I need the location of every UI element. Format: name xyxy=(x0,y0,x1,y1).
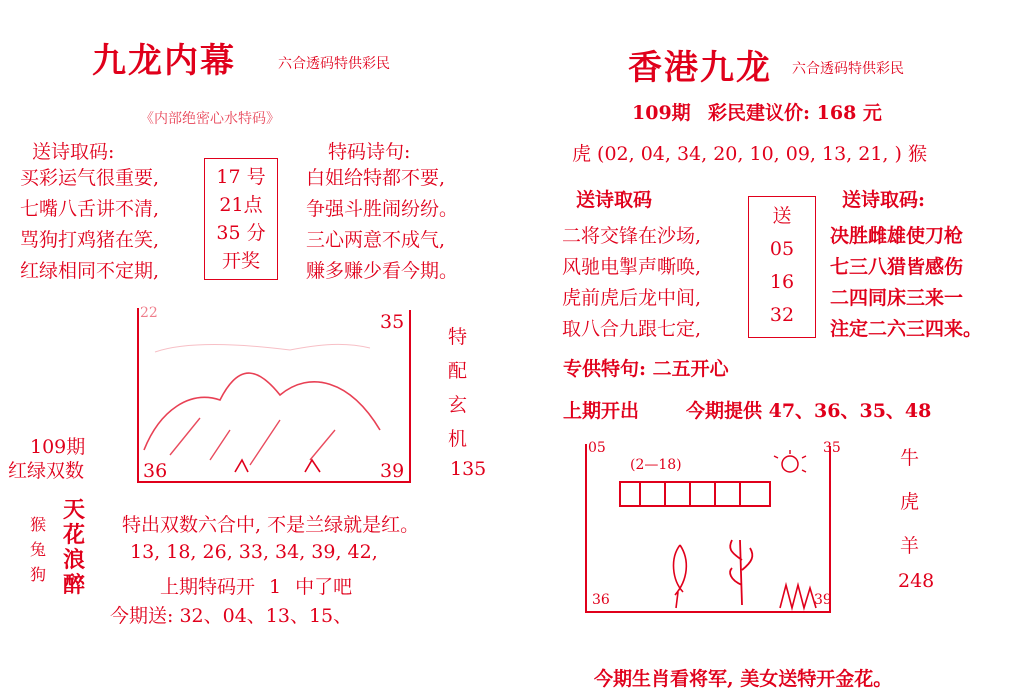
draw-label: 开奖 xyxy=(221,250,260,272)
poem-line: 三心两意不成气, xyxy=(306,229,446,251)
right-subtitle: 六合透码特供彩民 xyxy=(792,61,904,77)
poem-line: 风驰电掣声嘶唤, xyxy=(562,256,702,278)
left-issue-note: 红绿双数 xyxy=(8,460,85,482)
send-number-box xyxy=(748,196,816,338)
right-sketch-bottom-right: 39 xyxy=(814,592,832,608)
left-numbers-line: 13, 18, 26, 33, 34, 39, 42, xyxy=(130,541,378,563)
right-price: 彩民建议价: 168 元 xyxy=(708,102,882,124)
right-sketch xyxy=(580,440,850,620)
left-sketch xyxy=(130,300,420,490)
poem-line: 决胜雌雄使刀枪 xyxy=(830,225,964,247)
right-send-poem-heading-right: 送诗取码: xyxy=(842,189,926,211)
poem-line: 七三八猎皆感伤 xyxy=(830,256,964,278)
left-today-send: 今期送: 32、04、13、15、 xyxy=(110,605,353,627)
poem-line: 争强斗胜闹纷纷。 xyxy=(306,198,459,220)
poem-line: 红绿相同不定期, xyxy=(20,260,160,282)
poem-line: 二四同床三来一 xyxy=(830,287,964,309)
left-sketch-top-right: 35 xyxy=(380,311,405,333)
left-special-poem-heading: 特码诗句: xyxy=(328,141,411,163)
send-number: 05 xyxy=(769,238,795,260)
draw-day: 17 号 xyxy=(216,166,266,188)
poem-line: 取八合九跟七定, xyxy=(562,318,702,340)
right-sketch-bottom-left: 36 xyxy=(592,592,610,608)
poem-line: 买彩运气很重要, xyxy=(20,167,160,189)
today-offer: 今期提供 47、36、35、48 xyxy=(686,400,932,422)
last-special-suffix: 中了吧 xyxy=(295,576,353,598)
zodiac-char: 狗 xyxy=(30,565,47,584)
left-issue: 109期 xyxy=(30,436,86,458)
send-number: 16 xyxy=(769,271,795,293)
send-number: 32 xyxy=(769,304,795,326)
zodiac-char: 兔 xyxy=(30,540,47,559)
right-sketch-range: (2—18) xyxy=(630,457,682,473)
draw-hour: 21点 xyxy=(219,194,263,216)
left-special-poem xyxy=(306,163,458,287)
left-sketch-top-left: 22 xyxy=(140,305,158,321)
poem-line: 虎前虎后龙中间, xyxy=(562,287,702,309)
left-banner: 《内部绝密心水特码》 xyxy=(140,111,280,127)
tiger-line: 虎 (02, 04, 34, 20, 10, 09, 13, 21, ) 猴 xyxy=(572,143,927,165)
poem-line: 二将交锋在沙场, xyxy=(562,225,702,247)
draw-minute: 35 分 xyxy=(216,222,266,244)
right-bottom-line: 今期生肖看将军, 美女送特开金花。 xyxy=(594,668,893,690)
zodiac-column xyxy=(30,512,46,587)
right-sketch-top-left: 05 xyxy=(588,440,606,456)
last-special xyxy=(160,572,352,599)
right-issue: 109期 xyxy=(632,102,691,124)
special-side-column xyxy=(448,320,467,456)
phrase-column-2 xyxy=(63,548,85,598)
left-send-poem xyxy=(20,163,159,287)
poem-line: 注定二六三四来。 xyxy=(830,318,983,340)
side-char: 特 xyxy=(448,326,468,348)
right-sketch-top-right: 35 xyxy=(823,440,841,456)
right-send-poem-left xyxy=(562,221,701,345)
poem-line: 七嘴八舌讲不清, xyxy=(20,198,160,220)
poem-line: 白姐给特都不要, xyxy=(306,167,446,189)
zodiac-char: 虎 xyxy=(900,491,920,513)
left-sketch-bottom-right: 39 xyxy=(380,460,405,482)
last-open-label: 上期开出 xyxy=(563,400,640,422)
right-send-poem-heading-left: 送诗取码 xyxy=(576,189,653,211)
draw-time-box xyxy=(204,158,278,280)
side-char: 配 xyxy=(448,360,468,382)
last-special-value: 1 xyxy=(269,576,282,598)
poem-line: 骂狗打鸡猪在笑, xyxy=(20,229,160,251)
left-side-number: 135 xyxy=(450,458,487,480)
right-title: 香港九龙 xyxy=(628,48,772,88)
phrase-char: 浪 xyxy=(63,547,86,573)
poem-line: 赚多赚少看今期。 xyxy=(306,260,459,282)
left-send-poem-heading: 送诗取码: xyxy=(32,141,115,163)
left-title: 九龙内幕 xyxy=(92,41,236,81)
phrase-char: 花 xyxy=(63,522,86,548)
left-sketch-bottom-left: 36 xyxy=(143,460,168,482)
left-hint-line: 特出双数六合中, 不是兰绿就是红。 xyxy=(122,514,420,536)
zodiac-char: 羊 xyxy=(900,535,920,557)
phrase-column-1 xyxy=(63,498,85,548)
phrase-char: 天 xyxy=(63,497,86,523)
zodiac-char: 牛 xyxy=(900,447,920,469)
zodiac-side-column xyxy=(900,438,919,570)
zodiac-char: 猴 xyxy=(30,515,47,534)
send-label: 送 xyxy=(772,205,792,227)
phrase-char: 醉 xyxy=(63,572,86,598)
side-char: 玄 xyxy=(448,394,468,416)
right-side-number: 248 xyxy=(898,570,935,592)
left-subtitle: 六合透码特供彩民 xyxy=(278,56,390,72)
special-phrase: 专供特句: 二五开心 xyxy=(563,358,729,380)
right-send-poem-right xyxy=(830,221,982,345)
side-char: 机 xyxy=(448,428,468,450)
last-special-label: 上期特码开 xyxy=(160,576,256,598)
